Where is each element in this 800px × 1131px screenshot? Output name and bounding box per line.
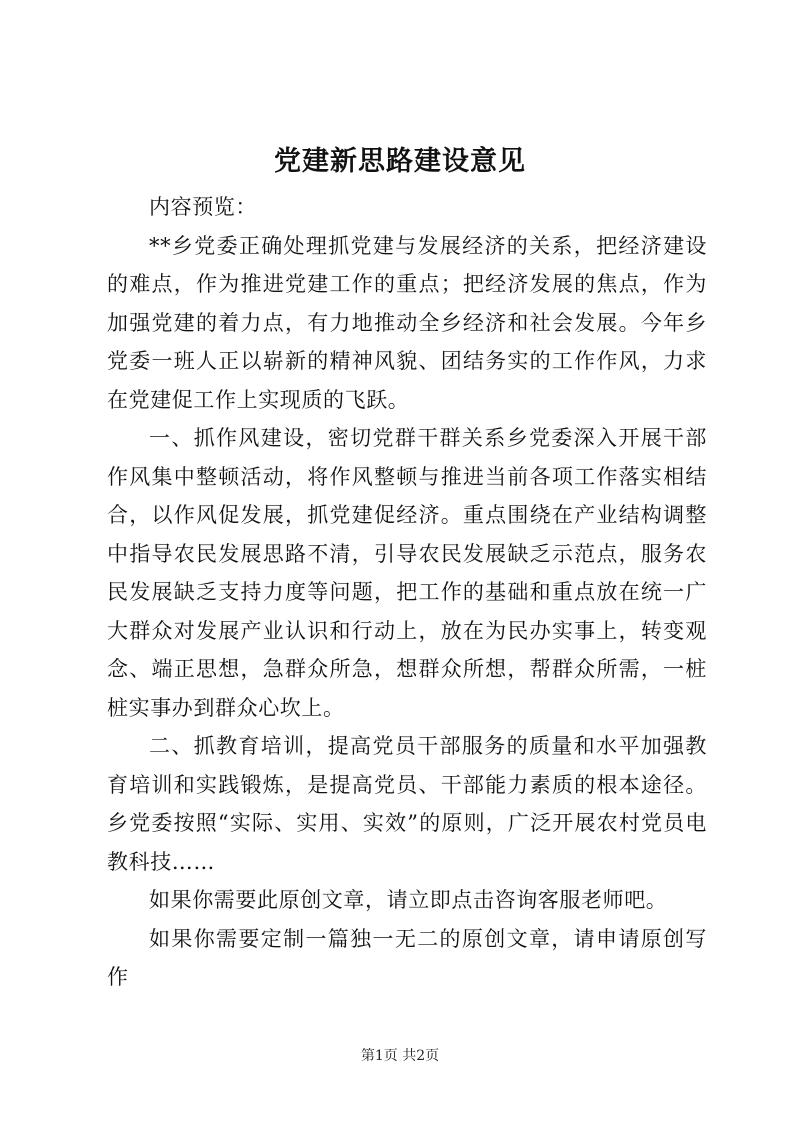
document-body <box>107 188 707 997</box>
paragraph-section-one: 一、抓作风建设，密切党群干群关系乡党委深入开展干部作风集中整顿活动，将作风整顿与推进当前各项工作落实相结合，以作风促发展，抓党建促经济。重点围绕在产业结构调整中指导农民发展思路不清，引导农民发展缺乏示范点，服务农民发展缺乏支持力度等问题，把工作的基础和重点放在统一广大群众对发展产业认识和行动上，放在为民办实事上，转变观念、端正思想，急群众所急，想群众所想，帮群众所需，一桩桩实事办到群众心坎上。 <box>107 426 707 720</box>
preview-label: 内容预览： <box>149 195 257 219</box>
paragraph-custom-note: 如果你需要定制一篇独一无二的原创文章，请申请原创写作 <box>107 926 707 989</box>
paragraph-intro: **乡党委正确处理抓党建与发展经济的关系，把经济建设的难点，作为推进党建工作的重点；把经济发展的焦点，作为加强党建的着力点，有力地推动全乡经济和社会发展。今年乡党委一班人正以崭新的精神风貌、团结务实的工作作风，力求在党建促工作上实现质的飞跃。 <box>107 233 707 412</box>
page-number-footer: 第1页 共2页 <box>360 1048 440 1064</box>
paragraph-contact-note: 如果你需要此原创文章，请立即点击咨询客服老师吧。 <box>149 888 668 912</box>
document-title: 党建新思路建设意见 <box>274 146 526 177</box>
paragraph-section-two: 二、抓教育培训，提高党员干部服务的质量和水平加强教育培训和实践锻炼，是提高党员、干部能力素质的根本途径。乡党委按照“实际、实用、实效”的原则，广泛开展农村党员电教科技…… <box>107 734 707 874</box>
